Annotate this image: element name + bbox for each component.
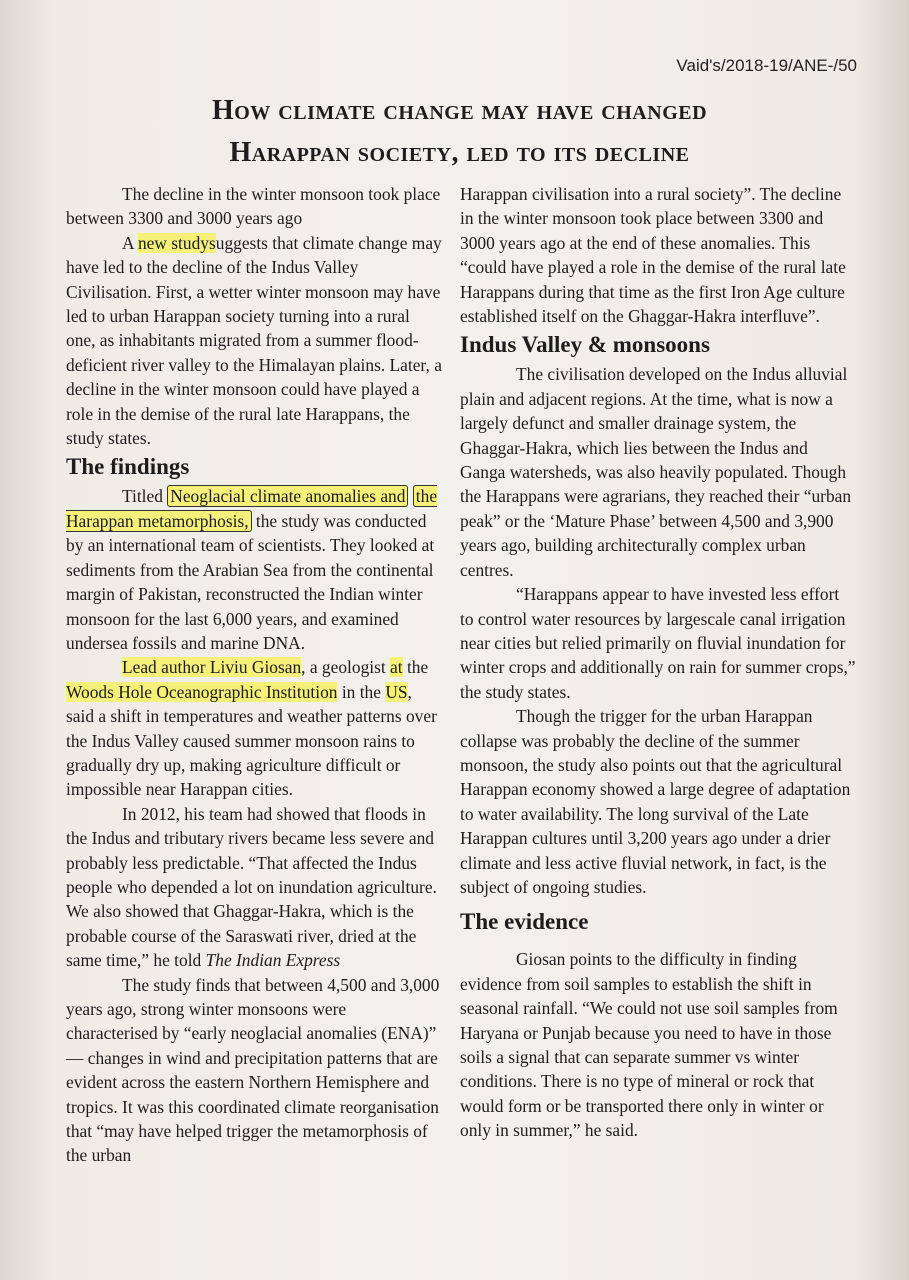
intro-paragraph: The decline in the winter monsoon took place between 3300 and 3000 years ago	[66, 184, 441, 229]
summary-paragraph: A new studysuggests that climate change may have led to the decline of the Indus Valley Civilisation. First, a wetter winter monsoon may have led to urban Harappan society turning into a rural one, as inhabitants migrated from a summer flood-deficient river valley to the Himalayan plains. Later, a decline in the winter monsoon could have played a role in the demise of the rural late Harappans, the study states.	[66, 232, 442, 449]
article-title	[60, 90, 859, 174]
highlight-institution: Woods Hole Oceanographic Institution	[66, 681, 338, 702]
continuation-paragraph: Harappan civilisation into a rural society”. The decline in the winter monsoon took place between 3300 and 3000 years ago at the end of these anomalies. This “could have played a role in the demise of the rural late Harappans during that time as the first Iron Age culture established itself on the Ghaggar-Hakra interfluve”.	[460, 184, 846, 327]
title-line-1: How climate change may have changed	[211, 95, 708, 126]
page-reference: Vaid's/2018-19/ANE-/50	[676, 56, 857, 75]
heading-indus-valley: Indus Valley & monsoons	[460, 332, 710, 358]
evidence-paragraph: Giosan points to the difficulty in finding evidence from soil samples to establish the shift in seasonal rainfall. “We could not use soil samples from Haryana or Punjab because you need to have in those soils a signal that can separate summer vs winter conditions. There is no type of mineral or rock that would form or be transported there only in winter or only in summer,” he said.	[460, 949, 838, 1141]
findings-paragraph-1: Titled Neoglacial climate anomalies and the Harappan metamorphosis, the study was conducted by an international team of scientists. They looked at sediments from the Arabian Sea from the continental margin of Pakistan, reconstructed the Indian winter monsoon for the last 6,000 years, and examined undersea fossils and marine DNA.	[66, 486, 438, 653]
findings-paragraph-4: The study finds that between 4,500 and 3,000 years ago, strong winter monsoons were characterised by “early neoglacial anomalies (ENA)” — changes in wind and precipitation patterns that are evident across the eastern Northern Hemisphere and tropics. It was this coordinated climate reorganisation that “may have helped trigger the metamorphosis of the urban	[66, 974, 440, 1166]
highlight-new-study: new study	[137, 232, 209, 253]
right-column	[460, 182, 856, 1143]
heading-evidence: The evidence	[460, 909, 589, 935]
indus-paragraph-3: Though the trigger for the urban Harappan collapse was probably the decline of the summer monsoon, the study also points out that the agricultural Harappan economy showed a large degree of adaptation to water availability. The long survival of the Late Harappan cultures until 3,200 years ago under a drier climate and less active fluvial network, in fact, is the subject of ongoing studies.	[460, 706, 851, 897]
findings-paragraph-2: Lead author Liviu Giosan, a geologist at the Woods Hole Oceanographic Institution in the US, said a shift in temperatures and weather patterns over the Indus Valley caused summer monsoon rains to gradually dry up, making agriculture difficult or impossible near Harappan cities.	[66, 657, 437, 800]
indus-paragraph-2: “Harappans appear to have invested less effort to control water resources by largescale canal irrigation near cities but relied primarily on fluvial inundation for winter crops and additionally on rain for summer crops,” the study states.	[460, 584, 856, 702]
findings-paragraph-3: In 2012, his team had showed that floods in the Indus and tributary rivers became less severe and probably less predictable. “That affected the Indus people who depended a lot on inundation agriculture. We also showed that Ghaggar-Hakra, which is the probable course of the Saraswati river, dried at the same time,” he told The Indian Express	[66, 803, 437, 971]
highlight-lead-author: Lead author Liviu Giosan	[122, 657, 302, 678]
highlight-study-title-2: the Harappan metamorphosis,	[66, 486, 438, 531]
highlight-us: US	[385, 681, 408, 702]
publication-name: The Indian Express	[205, 950, 341, 971]
indus-paragraph-1: The civilisation developed on the Indus alluvial plain and adjacent regions. At the time, what is now a largely defunct and smaller drainage system, the Ghaggar-Hakra, which lies between the Indus and Ganga watersheds, was also heavily populated. Though the Harappans were agrarians, they reached their “urban peak” or the ‘Mature Phase’ between 4,500 and 3,900 years ago, building architecturally complex urban centres.	[460, 364, 852, 580]
highlight-study-title-1: Neoglacial climate anomalies and	[167, 485, 408, 507]
left-column	[66, 182, 442, 1168]
heading-findings: The findings	[66, 454, 190, 480]
title-line-2: Harappan society, led to its decline	[229, 137, 690, 168]
